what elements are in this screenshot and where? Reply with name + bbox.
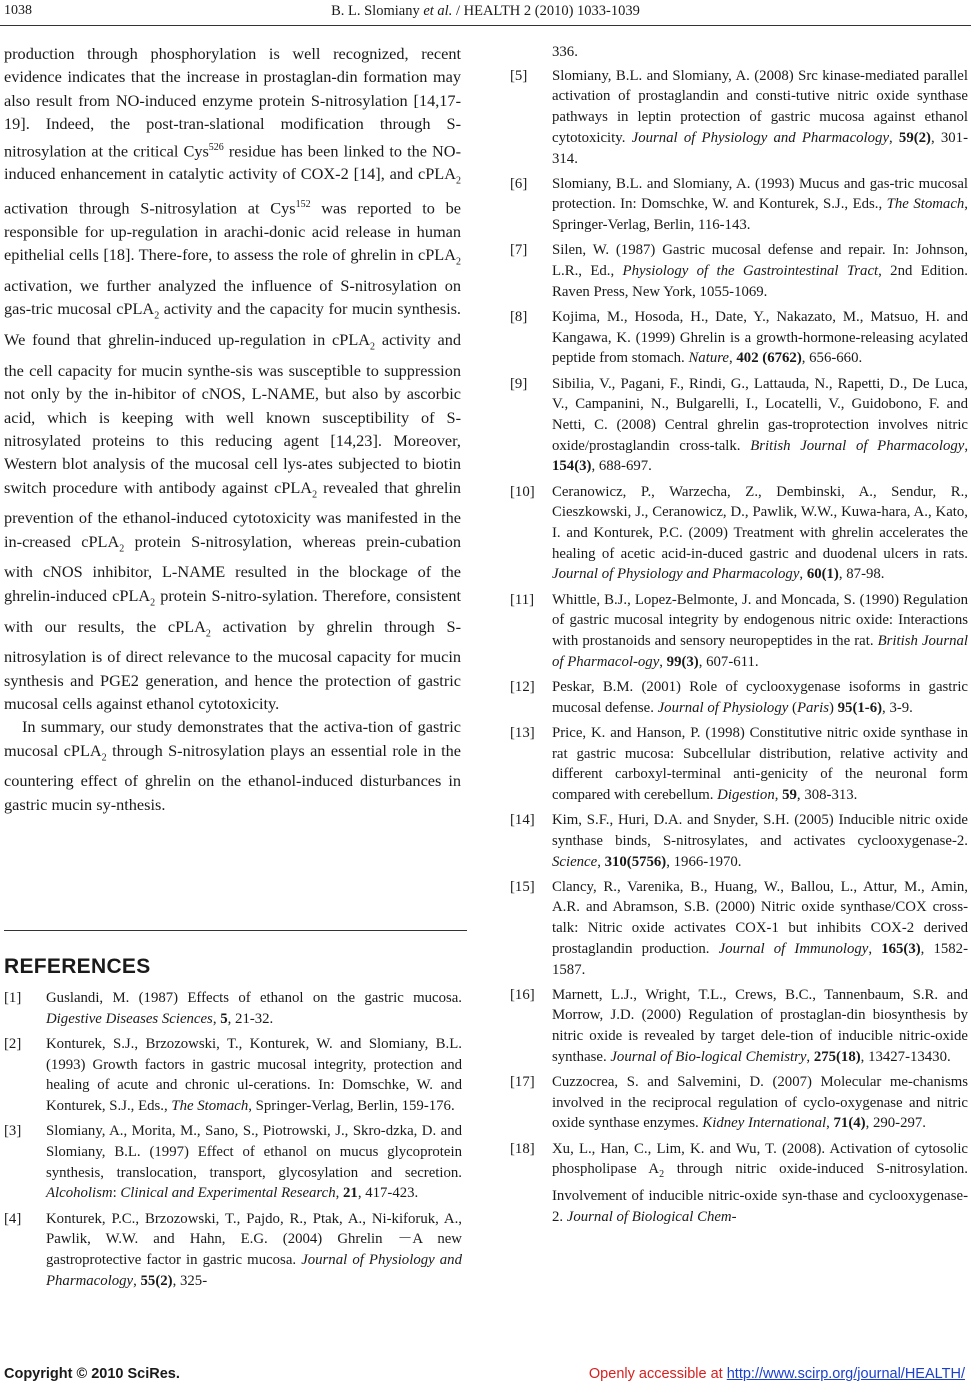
page-footer: [0, 1364, 971, 1388]
running-head: B. L. Slomiany et al. / HEALTH 2 (2010) 1033-1039: [331, 3, 640, 19]
header-rule: [0, 25, 971, 26]
reference-item: [12] Peskar, B.M. (2001) Role of cyclooxygenase isoforms in gastric mucosal defense. Journal of Physiology (Paris) 95(1-6), 3-9.: [510, 678, 968, 716]
reference-item: [9] Sibilia, V., Pagani, F., Rindi, G., Lattauda, N., Rapetti, D., De Luca, V., Campanini, N., Bulgarelli, I., Locatelli, V., Guidobono, F. and Netti, C. (2008) Central ghrelin gas-troprotection involves nitric oxide/prostaglandin cross-talk. British Journal of Pharmacology, 154(3), 688-697.: [510, 375, 969, 475]
references-heading: REFERENCES: [4, 955, 151, 978]
copyright-notice: Copyright © 2010 SciRes.: [4, 1366, 180, 1382]
reference-item: [16] Marnett, L.J., Wright, T.L., Crews, B.C., Tannenbaum, S.R. and Morrow, J.D. (2000) Regulation of prostaglan-din biosynthesis by nitric oxide is revealed by target dele-tion of inducible nitric-oxide synthase. Journal of Bio-logical Chemistry, 275(18), 13427-13430.: [510, 986, 968, 1065]
journal-link[interactable]: http://www.scirp.org/journal/HEALTH/: [726, 1366, 965, 1382]
reference-item: [1] Guslandi, M. (1987) Effects of ethanol on the gastric mucosa. Digestive Diseases Sciences, 5, 21-32.: [4, 990, 462, 1027]
reference-continuation: 336.: [552, 44, 578, 60]
reference-item: [13] Price, K. and Hanson, P. (1998) Constitutive nitric oxide synthase in rat gastric mucosa: Subcellular distribution, relative activity and different carboxyl-terminal anti-genicity of the neuronal form compared with cerebellum. Digestion, 59, 308-313.: [510, 724, 968, 803]
reference-item: [4] Konturek, P.C., Brzozowski, T., Pajdo, R., Ptak, A., Ni-kiforuk, A., Pawlik, W.W. and Hahn, E.G. (2004) Ghrelin －A new gastroprotective factor in gastric mucosa. Journal of Physiology and Pharmacology, 55(2), 325-: [4, 1210, 462, 1289]
reference-item: [15] Clancy, R., Varenika, B., Huang, W., Ballou, L., Attur, M., Amin, A.R. and Abramson, S.B. (2000) Nitric oxide synthase/COX cross-talk: Nitric oxide activates COX-1 but inhibits COX-2 derived prostaglandin production. Journal of Immunology, 165(3), 1582-1587.: [510, 878, 968, 978]
reference-item: [3] Slomiany, A., Morita, M., Sano, S., Piotrowski, J., Skro-dzka, D. and Slomiany, B.L. (1997) Effect of ethanol on mucus glycoprotein synthesis, translocation, transport, glycosylation and secretion. Alcoholism: Clinical and Experimental Research, 21, 417-423.: [4, 1123, 462, 1202]
body-paragraph-2: In summary, our study demonstrates that the activa-tion of gastric mucosal cPLA$_2$ through S-nitrosylation plays an essential role in the countering effect of ghrelin on the ethanol-induced disturbances in gastric mucin sy-nthesis.: [4, 717, 462, 814]
references-rule: [4, 930, 467, 931]
reference-item: [2] Konturek, S.J., Brzozowski, T., Konturek, W. and Slomiany, B.L. (1993) Growth factors in gastric mucosal integrity, protection and healing of acute and chronic ul-cerations. In: Domschke, W. and Konturek, S.J., Eds., The Stomach, Springer-Verlag, Berlin, 159-176.: [4, 1035, 462, 1115]
reference-item: [10] Ceranowicz, P., Warzecha, Z., Dembinski, A., Sendur, R., Cieszkowski, J., Ceranowicz, D., Pawlik, W.W., Kuwa-hara, A., Kato, I. and Konturek, P.C. (2009) Treatment with ghrelin accelerates the healing of acetic acid-in-duced gastric and duodenal ulcers in rats. Journal of Physiology and Pharmacology, 60(1), 87-98.: [510, 483, 968, 583]
reference-list-right: [510, 42, 968, 1232]
open-access-notice: [589, 1366, 965, 1382]
reference-item: [6] Slomiany, B.L. and Slomiany, A. (1993) Mucus and gas-tric mucosal protection. In: Domschke, W. and Konturek, S.J., Eds., The Stomach, Springer-Verlag, Berlin, 116-143.: [510, 175, 968, 234]
page-header: [0, 0, 971, 30]
reference-item: [14] Kim, S.F., Huri, D.A. and Snyder, S.H. (2005) Inducible nitric oxide synthase binds, S-nitrosylates, and activates cyclooxygenase-2. Science, 310(5756), 1966-1970.: [510, 812, 968, 870]
reference-item: [5] Slomiany, B.L. and Slomiany, A. (2008) Src kinase-mediated parallel activation of prostaglandin and consti-tutive nitric oxide synthase pathways in leptin protection of gastric mucosa against ethanol cytotoxicity. Journal of Physiology and Pharmacology, 59(2), 301-314.: [510, 67, 969, 167]
body-column-left: [4, 42, 461, 816]
reference-list-left: [4, 988, 462, 1296]
reference-item: [18] Xu, L., Han, C., Lim, K. and Wu, T. (2008). Activation of cytosolic phospholipase $A_2$ through nitric oxide-induced S-nitrosylation. Involvement of inducible nitric-oxide syn-thase and cyclooxygenase-2. Journal of Biological Chem-: [510, 1140, 969, 1225]
page-number: 1038: [4, 3, 32, 18]
body-paragraph-1: production through phosphorylation is well recognized, recent evidence indicates that the increase in prostaglan-din formation may also result from NO-induced enzyme protein S-nitrosylation [14,17-19]. Indeed, the post-tran-slational modification through S-nitrosylation at the critical Cys$^{526}$ residue has been linked to the NO-induced enhancement in catalytic activity of COX-2 [14], and cPLA$_2$ activation through S-nitrosylation at Cys$^{152}$ was reported to be responsible for up-regulation in arachi-donic acid release in human epithelial cells [18]. There-fore, to assess the role of ghrelin in cPLA$_2$ activation, we further analyzed the influence of S-nitrosylation on gas-tric mucosal cPLA$_2$ activity and the capacity for mucin synthesis. We found that ghrelin-induced up-regulation in cPLA$_2$ activity and the cell capacity for mucin synthe-sis was susceptible to suppression not only by the in-hibitor of cNOS, L-NAME, but also by ascorbic acid, which is keeping with well known susceptibility of S-nitrosylated proteins to this reducing agent [14,23]. Moreover, Western blot analysis of the mucosal cell lys-ates subjected to biotin switch procedure with antibody against cPLA$_2$ revealed that ghrelin prevention of the ethanol-induced cytotoxicity was manifested in the in-creased cPLA$_2$ protein S-nitrosylation, whereas prein-cubation with cNOS inhibitor, L-NAME resulted in the blockage of the ghrelin-induced cPLA$_2$ protein S-nitro-sylation. Therefore, consistent with our results, the cPLA$_2$ activation by ghrelin through S-nitrosylation is of direct relevance to the mucosal capacity for mucin synthesis and PGE2 generation, and hence the protection of gastric mucosal cells against ethanol cytotoxicity.: [4, 44, 462, 713]
reference-item: [8] Kojima, M., Hosoda, H., Date, Y., Nakazato, M., Matsuo, H. and Kangawa, K. (1999) Ghrelin is a growth-hormone-releasing acylated peptide from stomach. Nature, 402 (6762), 656-660.: [510, 308, 968, 367]
reference-item: [7] Silen, W. (1987) Gastric mucosal defense and repair. In: Johnson, L.R., Ed., Physiology of the Gastrointestinal Tract, 2nd Edition. Raven Press, New York, 1055-1069.: [510, 242, 968, 300]
reference-item: [17] Cuzzocrea, S. and Salvemini, D. (2007) Molecular me-chanisms involved in the reciprocal regulation of cyclo-oxygenase and nitric oxide synthase enzymes. Kidney International, 71(4), 290-297.: [510, 1074, 968, 1132]
reference-item: [11] Whittle, B.J., Lopez-Belmonte, J. and Moncada, S. (1990) Regulation of gastric mucosal integrity by endogenous nitric oxide: Interactions with prostanoids and sensory neuropeptides in the rat. British Journal of Pharmacol-ogy, 99(3), 607-611.: [510, 591, 968, 670]
open-access-label: Openly accessible at: [588, 1366, 727, 1382]
